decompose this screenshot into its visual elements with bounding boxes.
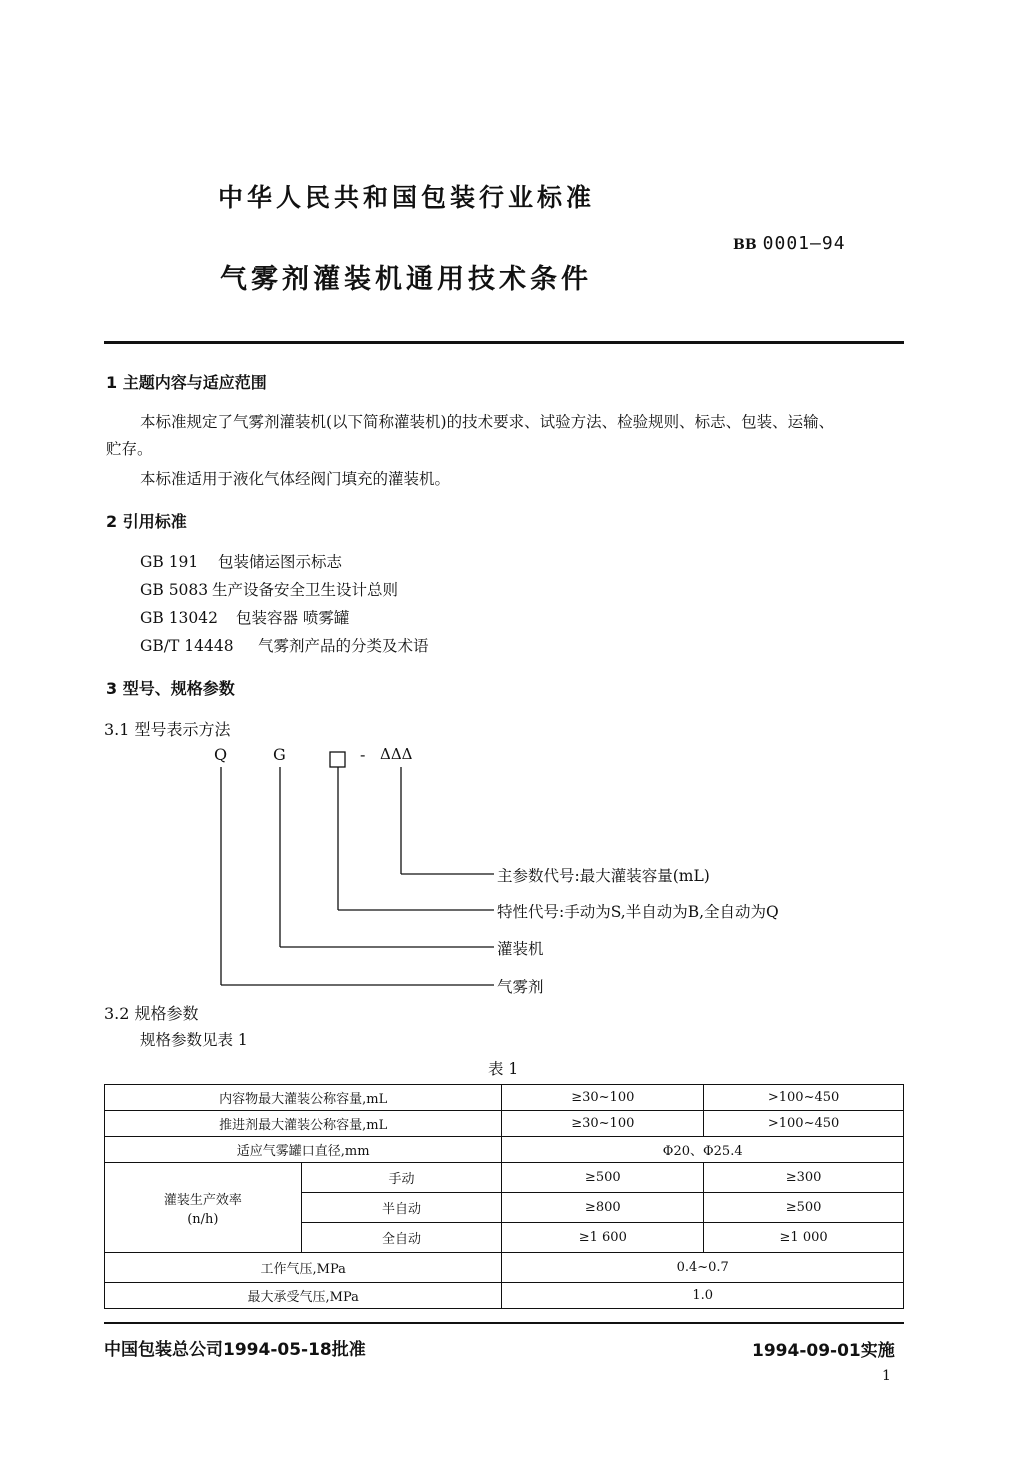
reference-name: 生产设备安全卫生设计总则 (212, 581, 399, 599)
section-1-para1-line2: 贮存。 (106, 440, 153, 458)
table-cell: 最大承受气压,MPa (105, 1283, 502, 1309)
table-cell: ≥500 (704, 1193, 904, 1223)
table-cell: ≥300 (704, 1163, 904, 1193)
reference-name: 气雾剂产品的分类及术语 (258, 637, 429, 655)
table-row (105, 1283, 904, 1309)
table-cell: 1.0 (502, 1283, 904, 1309)
footer-rule (104, 1322, 904, 1324)
model-label-aerosol: 气雾剂 (497, 978, 544, 996)
spec-table (104, 1084, 904, 1309)
model-dash: - (360, 745, 366, 764)
reference-code: GB/T 14448 (140, 637, 234, 655)
model-label-feature: 特性代号:手动为S,半自动为B,全自动为Q (497, 903, 779, 921)
table-cell: >100~450 (704, 1111, 904, 1137)
section-3-2-text: 规格参数见表 1 (140, 1031, 248, 1049)
reference-name: 包装容器 喷雾罐 (236, 609, 350, 627)
reference-name: 包装储运图示标志 (218, 553, 343, 571)
standard-category: 中华人民共和国包装行业标准 (218, 183, 596, 212)
table-cell: 半自动 (301, 1193, 502, 1223)
table-row (105, 1111, 904, 1137)
efficiency-label-cell (105, 1163, 302, 1253)
model-letter-q: Q (214, 745, 228, 764)
page-number: 1 (882, 1368, 891, 1384)
table-cell: ≥800 (502, 1193, 704, 1223)
model-label-filler: 灌装机 (497, 940, 544, 958)
table-cell: 内容物最大灌装公称容量,mL (105, 1085, 502, 1111)
table-cell: 工作气压,MPa (105, 1253, 502, 1283)
reference-code: GB 191 (140, 553, 199, 571)
approval-line: 中国包装总公司1994-05-18批准 (104, 1340, 366, 1360)
model-label-main-param: 主参数代号:最大灌装容量(mL) (497, 867, 710, 885)
section-3-2-heading: 3.2 规格参数 (104, 1004, 199, 1023)
table-cell: ≥1 600 (502, 1223, 704, 1253)
table-caption: 表 1 (488, 1060, 519, 1078)
section-3-heading: 3 型号、规格参数 (106, 679, 235, 698)
efficiency-unit: (n/h) (187, 1211, 219, 1227)
standard-number: 0001—94 (762, 233, 846, 254)
model-letter-g: G (273, 745, 286, 764)
section-2-heading: 2 引用标准 (106, 512, 187, 531)
section-1-para1-line1: 本标准规定了气雾剂灌装机(以下简称灌装机)的技术要求、试验方法、检验规则、标志、包装、运输、 (140, 413, 835, 431)
section-3-1-heading: 3.1 型号表示方法 (104, 720, 231, 739)
table-cell: 推进剂最大灌装公称容量,mL (105, 1111, 502, 1137)
table-cell: 适应气雾罐口直径,mm (105, 1137, 502, 1163)
table-row (105, 1163, 904, 1193)
table-cell: 全自动 (301, 1223, 502, 1253)
table-row (105, 1137, 904, 1163)
table-cell: >100~450 (704, 1085, 904, 1111)
model-triangles: ΔΔΔ (380, 745, 413, 763)
table-cell: ≥30~100 (502, 1111, 704, 1137)
table-cell: 0.4~0.7 (502, 1253, 904, 1283)
standard-prefix: BB (733, 237, 757, 253)
table-cell: Φ20、Φ25.4 (502, 1137, 904, 1163)
table-row (105, 1253, 904, 1283)
implementation-line: 1994-09-01实施 (752, 1341, 895, 1361)
section-1-heading: 1 主题内容与适应范围 (106, 373, 267, 392)
reference-code: GB 5083 (140, 581, 209, 599)
table-cell: ≥500 (502, 1163, 704, 1193)
section-1-para2: 本标准适用于液化气体经阀门填充的灌装机。 (140, 470, 451, 488)
table-cell: 手动 (301, 1163, 502, 1193)
table-cell: ≥30~100 (502, 1085, 704, 1111)
table-row (105, 1085, 904, 1111)
table-cell: ≥1 000 (704, 1223, 904, 1253)
efficiency-label: 灌装生产效率 (163, 1192, 242, 1208)
document-title: 气雾剂灌装机通用技术条件 (220, 264, 592, 295)
reference-code: GB 13042 (140, 609, 219, 627)
